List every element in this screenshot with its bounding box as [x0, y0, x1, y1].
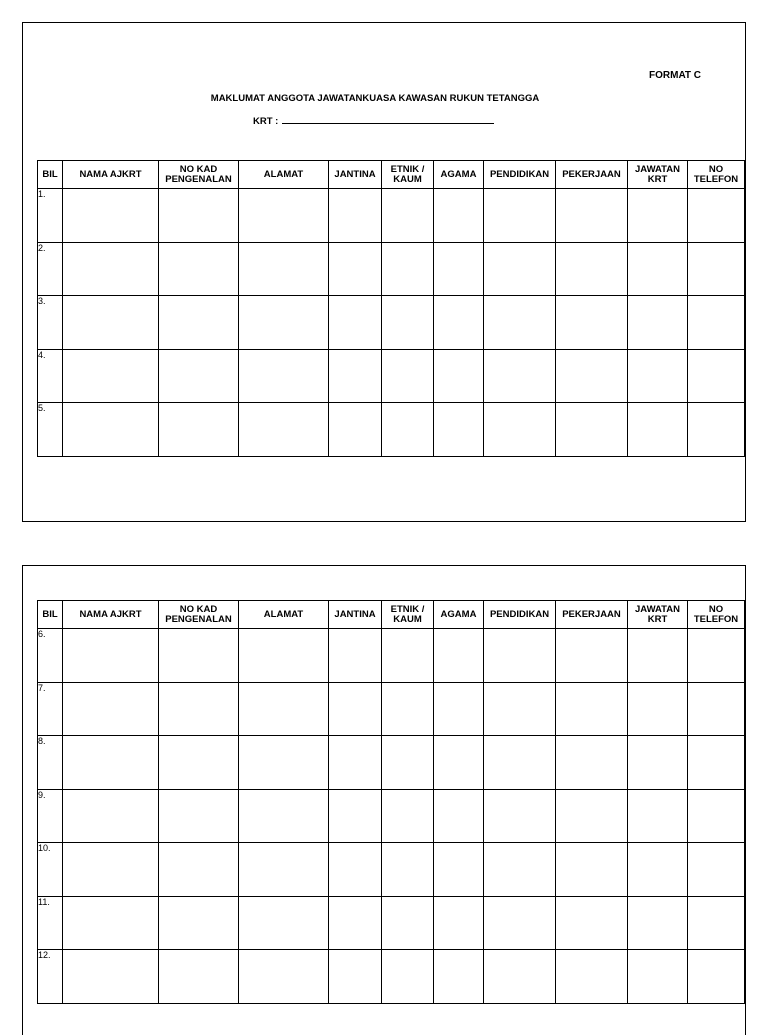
blank-cell[interactable] [239, 189, 329, 243]
blank-cell[interactable] [688, 682, 745, 736]
blank-cell[interactable] [159, 242, 239, 296]
table-row [38, 403, 745, 457]
blank-cell[interactable] [434, 789, 484, 843]
table-row [38, 189, 745, 243]
blank-cell[interactable] [556, 629, 628, 683]
blank-cell[interactable] [63, 242, 159, 296]
table-row [38, 896, 745, 950]
column-header-label: BIL [42, 168, 58, 180]
blank-cell[interactable] [239, 242, 329, 296]
table-header-row [38, 601, 745, 629]
blank-cell[interactable] [382, 789, 434, 843]
blank-cell[interactable] [688, 403, 745, 457]
row-number: 1. [38, 189, 63, 243]
blank-cell[interactable] [484, 349, 556, 403]
blank-cell[interactable] [556, 682, 628, 736]
column-header [484, 161, 556, 189]
blank-cell[interactable] [628, 950, 688, 1004]
blank-cell[interactable] [329, 682, 382, 736]
table-row [38, 296, 745, 350]
blank-cell[interactable] [556, 189, 628, 243]
column-header [63, 161, 159, 189]
blank-cell[interactable] [63, 403, 159, 457]
column-header [329, 601, 382, 629]
column-header-label: NAMA AJKRT [79, 168, 142, 180]
column-header [628, 161, 688, 189]
blank-cell[interactable] [239, 789, 329, 843]
row-number: 5. [38, 403, 63, 457]
blank-cell[interactable] [628, 296, 688, 350]
row-number: 6. [38, 629, 63, 683]
table-row [38, 629, 745, 683]
blank-cell[interactable] [329, 950, 382, 1004]
blank-cell[interactable] [434, 736, 484, 790]
blank-cell[interactable] [484, 403, 556, 457]
column-header [159, 601, 239, 629]
blank-cell[interactable] [239, 843, 329, 897]
blank-cell[interactable] [556, 242, 628, 296]
blank-cell[interactable] [628, 242, 688, 296]
column-header [484, 601, 556, 629]
blank-cell[interactable] [628, 403, 688, 457]
row-number: 9. [38, 789, 63, 843]
blank-cell[interactable] [63, 736, 159, 790]
column-header [628, 601, 688, 629]
blank-cell[interactable] [628, 789, 688, 843]
column-header [688, 161, 745, 189]
blank-cell[interactable] [239, 950, 329, 1004]
blank-cell[interactable] [329, 789, 382, 843]
blank-cell[interactable] [382, 736, 434, 790]
blank-cell[interactable] [329, 843, 382, 897]
column-header [556, 601, 628, 629]
table-header-row [38, 161, 745, 189]
blank-cell[interactable] [239, 629, 329, 683]
column-header [38, 161, 63, 189]
column-header [329, 161, 382, 189]
blank-cell[interactable] [159, 950, 239, 1004]
blank-cell[interactable] [239, 896, 329, 950]
column-header-label: PENDIDIKAN [489, 168, 550, 180]
table-row [38, 242, 745, 296]
blank-cell[interactable] [239, 349, 329, 403]
row-number: 2. [38, 242, 63, 296]
blank-cell[interactable] [329, 896, 382, 950]
blank-cell[interactable] [484, 843, 556, 897]
blank-cell[interactable] [329, 403, 382, 457]
blank-cell[interactable] [382, 950, 434, 1004]
blank-cell[interactable] [382, 896, 434, 950]
blank-cell[interactable] [628, 189, 688, 243]
blank-cell[interactable] [434, 349, 484, 403]
blank-cell[interactable] [628, 629, 688, 683]
blank-cell[interactable] [239, 682, 329, 736]
column-header [239, 601, 329, 629]
blank-cell[interactable] [382, 189, 434, 243]
blank-cell[interactable] [556, 789, 628, 843]
blank-cell[interactable] [159, 189, 239, 243]
blank-cell[interactable] [688, 950, 745, 1004]
blank-cell[interactable] [63, 950, 159, 1004]
table-row [38, 950, 745, 1004]
column-header [382, 161, 434, 189]
column-header-label: ALAMAT [263, 168, 304, 180]
blank-cell[interactable] [556, 843, 628, 897]
blank-cell[interactable] [329, 629, 382, 683]
row-number: 11. [38, 896, 63, 950]
column-header-label: PEKERJAAN [562, 168, 621, 180]
blank-cell[interactable] [63, 843, 159, 897]
blank-cell[interactable] [556, 950, 628, 1004]
column-header [688, 601, 745, 629]
table-body [38, 629, 745, 1004]
blank-cell[interactable] [329, 242, 382, 296]
blank-cell[interactable] [382, 843, 434, 897]
blank-cell[interactable] [556, 896, 628, 950]
format-label: FORMAT C [649, 70, 702, 81]
krt-field [253, 115, 494, 127]
column-header [159, 161, 239, 189]
column-header-label: PENDIDIKAN [489, 608, 550, 620]
blank-cell[interactable] [688, 789, 745, 843]
blank-cell[interactable] [63, 349, 159, 403]
blank-cell[interactable] [63, 682, 159, 736]
blank-cell[interactable] [382, 403, 434, 457]
blank-cell[interactable] [382, 629, 434, 683]
blank-cell[interactable] [688, 189, 745, 243]
column-header-label: NO TELEFON [693, 163, 739, 185]
blank-cell[interactable] [63, 789, 159, 843]
blank-cell[interactable] [556, 403, 628, 457]
blank-cell[interactable] [159, 843, 239, 897]
blank-cell[interactable] [159, 789, 239, 843]
blank-cell[interactable] [382, 296, 434, 350]
column-header [434, 161, 484, 189]
blank-cell[interactable] [628, 843, 688, 897]
blank-cell[interactable] [159, 896, 239, 950]
blank-cell[interactable] [484, 296, 556, 350]
table-row [38, 736, 745, 790]
form-title: MAKLUMAT ANGGOTA JAWATANKUASA KAWASAN RUKUN TETANGGA [210, 93, 540, 104]
blank-cell[interactable] [63, 189, 159, 243]
blank-cell[interactable] [382, 682, 434, 736]
table-row [38, 682, 745, 736]
blank-cell[interactable] [329, 349, 382, 403]
column-header-label: ETNIK / KAUM [390, 163, 425, 185]
blank-cell[interactable] [484, 629, 556, 683]
blank-cell[interactable] [329, 296, 382, 350]
blank-cell[interactable] [484, 896, 556, 950]
blank-cell[interactable] [556, 736, 628, 790]
blank-cell[interactable] [434, 189, 484, 243]
blank-cell[interactable] [688, 629, 745, 683]
blank-cell[interactable] [239, 296, 329, 350]
blank-cell[interactable] [484, 189, 556, 243]
blank-cell[interactable] [434, 682, 484, 736]
blank-cell[interactable] [628, 682, 688, 736]
blank-cell[interactable] [628, 736, 688, 790]
table-row [38, 843, 745, 897]
blank-cell[interactable] [688, 896, 745, 950]
row-number: 8. [38, 736, 63, 790]
blank-cell[interactable] [628, 896, 688, 950]
blank-cell[interactable] [159, 403, 239, 457]
blank-cell[interactable] [484, 682, 556, 736]
column-header [382, 601, 434, 629]
blank-cell[interactable] [434, 296, 484, 350]
column-header-label: BIL [42, 608, 58, 620]
blank-cell[interactable] [329, 189, 382, 243]
form-page-2 [22, 565, 746, 1035]
blank-cell[interactable] [484, 950, 556, 1004]
blank-cell[interactable] [688, 296, 745, 350]
column-header-label: ETNIK / KAUM [390, 603, 425, 625]
blank-cell[interactable] [484, 789, 556, 843]
blank-cell[interactable] [63, 296, 159, 350]
column-header-label: PEKERJAAN [562, 608, 621, 620]
blank-cell[interactable] [688, 242, 745, 296]
blank-cell[interactable] [434, 242, 484, 296]
column-header [434, 601, 484, 629]
row-number: 12. [38, 950, 63, 1004]
column-header-label: JANTINA [334, 608, 376, 620]
krt-label: KRT : [253, 116, 279, 127]
blank-cell[interactable] [484, 242, 556, 296]
form-page-1 [22, 22, 746, 522]
blank-cell[interactable] [159, 629, 239, 683]
row-number: 3. [38, 296, 63, 350]
blank-cell[interactable] [628, 349, 688, 403]
blank-cell[interactable] [63, 896, 159, 950]
blank-cell[interactable] [688, 349, 745, 403]
column-header [38, 601, 63, 629]
blank-cell[interactable] [434, 896, 484, 950]
blank-cell[interactable] [329, 736, 382, 790]
table-row [38, 789, 745, 843]
row-number: 10. [38, 843, 63, 897]
member-table-1 [37, 160, 745, 457]
blank-cell[interactable] [239, 736, 329, 790]
blank-cell[interactable] [434, 403, 484, 457]
blank-cell[interactable] [688, 843, 745, 897]
column-header-label: ALAMAT [263, 608, 304, 620]
blank-cell[interactable] [434, 843, 484, 897]
column-header-label: JAWATAN KRT [634, 603, 681, 625]
table-row [38, 349, 745, 403]
blank-cell[interactable] [688, 736, 745, 790]
blank-cell[interactable] [382, 242, 434, 296]
blank-cell[interactable] [159, 736, 239, 790]
column-header-label: NO KAD PENGENALAN [165, 603, 232, 625]
blank-cell[interactable] [556, 349, 628, 403]
column-header-label: NO KAD PENGENALAN [165, 163, 232, 185]
blank-cell[interactable] [159, 349, 239, 403]
table-body [38, 189, 745, 457]
blank-cell[interactable] [159, 682, 239, 736]
column-header [63, 601, 159, 629]
blank-cell[interactable] [434, 950, 484, 1004]
blank-cell[interactable] [556, 296, 628, 350]
column-header-label: AGAMA [440, 608, 477, 620]
column-header-label: AGAMA [440, 168, 477, 180]
blank-cell[interactable] [63, 629, 159, 683]
member-table-2 [37, 600, 745, 1004]
column-header [556, 161, 628, 189]
column-header-label: NO TELEFON [693, 603, 739, 625]
blank-cell[interactable] [484, 736, 556, 790]
blank-cell[interactable] [434, 629, 484, 683]
column-header-label: NAMA AJKRT [79, 608, 142, 620]
blank-cell[interactable] [382, 349, 434, 403]
blank-cell[interactable] [239, 403, 329, 457]
column-header-label: JANTINA [334, 168, 376, 180]
column-header-label: JAWATAN KRT [634, 163, 681, 185]
blank-cell[interactable] [159, 296, 239, 350]
row-number: 4. [38, 349, 63, 403]
column-header [239, 161, 329, 189]
krt-blank-line [282, 115, 494, 124]
row-number: 7. [38, 682, 63, 736]
